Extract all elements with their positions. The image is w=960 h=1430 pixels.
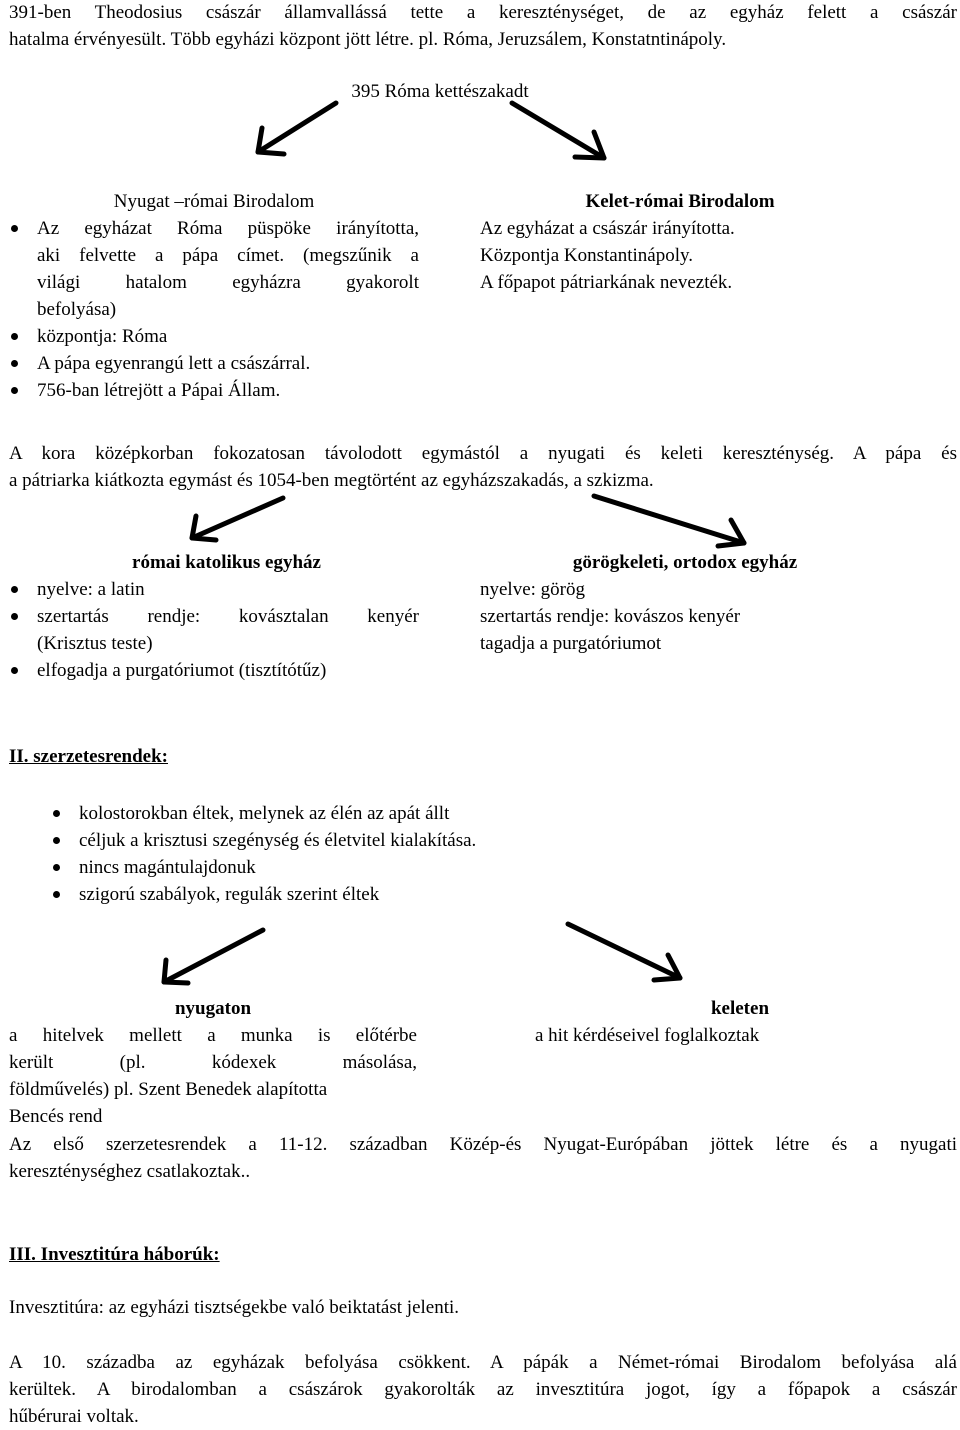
list-item [9,603,419,657]
east-orders-section [530,995,870,1049]
list-item: céljuk a krisztusi szegénység és életvitel kialakítása. [9,827,909,854]
list-item: központja: Róma [9,323,419,350]
catholic-section [9,549,419,684]
list-item: nyelve: a latin [9,576,419,603]
list-item: szigorú szabályok, regulák szerint éltek [9,881,909,908]
summary-line: kereszténységhez csatlakoztak.. [9,1161,251,1182]
orders-summary [9,1131,957,1185]
list-item: A pápa egyenrangú lett a császárral. [9,350,419,377]
investiture-paragraph [9,1349,957,1430]
orders-list [9,800,909,908]
list-line: világi hatalom egyházra gyakorolt [37,272,419,293]
orthodox-section [480,549,920,657]
west-orders-section [9,995,417,1130]
east-line: A főpapot pátriarkának nevezték. [480,272,733,293]
schism-line: A kora középkorban fokozatosan távolodott egymástól a nyugati és keleti kereszténység. A pápa és [9,443,957,464]
intro-line: 391-ben Theodosius császár államvallássá tette a kereszténységet, de az egyház felett a császár [9,2,957,23]
schism-paragraph [9,440,957,494]
list-line: szertartás rendje: kovásztalan kenyér [37,606,419,627]
text-line: a hitelvek mellett a munka is előtérbe [9,1025,417,1046]
orthodox-heading: görögkeleti, ortodox egyház [572,552,798,573]
schism-line: a pátriarka kiátkozta egymást és 1054-ben megtörtént az egyházszakadás, a szkizma. [9,470,654,491]
west-empire-section [9,188,419,404]
east-line: Az egyházat a császár irányította. [480,218,735,239]
list-line: befolyása) [37,299,117,320]
intro-line: hatalma érvényesült. Több egyházi központ jött létre. pl. Róma, Jeruzsálem, Konstatntinápoly. [9,29,727,50]
text-line: a hit kérdéseivel foglalkoztak [535,1025,760,1046]
west-orders-text [9,1022,417,1103]
orthodox-line: szertartás rendje: kovászos kenyér [480,606,741,627]
arrow-right-icon [594,496,744,546]
arrow-left-icon [164,930,263,983]
west-list [9,215,419,404]
list-line: Az egyházat Róma püspöke irányította, [37,218,419,239]
east-line: Központja Konstantinápoly. [480,245,694,266]
east-orders-heading: keleten [710,998,770,1019]
list-item: nincs magántulajdonuk [9,854,909,881]
orders-heading: II. szerzetesrendek: [9,746,168,767]
catholic-heading: római katolikus egyház [132,552,321,573]
list-line: aki felvette a pápa címet. (megszűnik a [37,245,419,266]
list-line: (Krisztus teste) [37,633,153,654]
arrow-right-icon [568,924,680,980]
arrow-left-icon [192,498,283,540]
orthodox-line: tagadja a purgatóriumot [480,633,662,654]
east-empire-section [480,188,900,296]
investiture-definition: Invesztitúra: az egyházi tisztségekbe való beiktatást jelenti. [9,1297,460,1318]
east-heading: Kelet-római Birodalom [585,191,775,212]
arrow-left-icon [258,103,336,154]
investiture-heading: III. Invesztitúra háborúk: [9,1244,220,1265]
investiture-line: hűbérurai voltak. [9,1406,139,1427]
investiture-line: kerültek. A birodalomban a császárok gyakorolták az invesztitúra jogot, így a főpapok a császár [9,1379,957,1400]
list-item [9,215,419,323]
text-line: Bencés rend [9,1106,103,1127]
text-line: került (pl. kódexek másolása, [9,1052,417,1073]
list-item: 756-ban létrejött a Pápai Állam. [9,377,419,404]
west-orders-heading: nyugaton [174,998,252,1019]
list-item: kolostorokban éltek, melynek az élén az apát állt [9,800,909,827]
summary-line: Az első szerzetesrendek a 11-12. században Közép-és Nyugat-Európában jöttek létre és a nyugati [9,1134,957,1155]
intro-paragraph [9,0,957,53]
west-heading: Nyugat –római Birodalom [113,191,315,212]
catholic-list [9,576,419,684]
list-item: elfogadja a purgatóriumot (tisztítótűz) [9,657,419,684]
arrow-right-icon [512,103,604,158]
split-title: 395 Róma kettészakadt [351,81,529,102]
investiture-line: A 10. századba az egyházak befolyása csökkent. A pápák a Német-római Birodalom befolyása alá [9,1352,957,1373]
text-line: földművelés) pl. Szent Benedek alapította [9,1079,328,1100]
orthodox-line: nyelve: görög [480,579,586,600]
orders-section [9,800,909,908]
